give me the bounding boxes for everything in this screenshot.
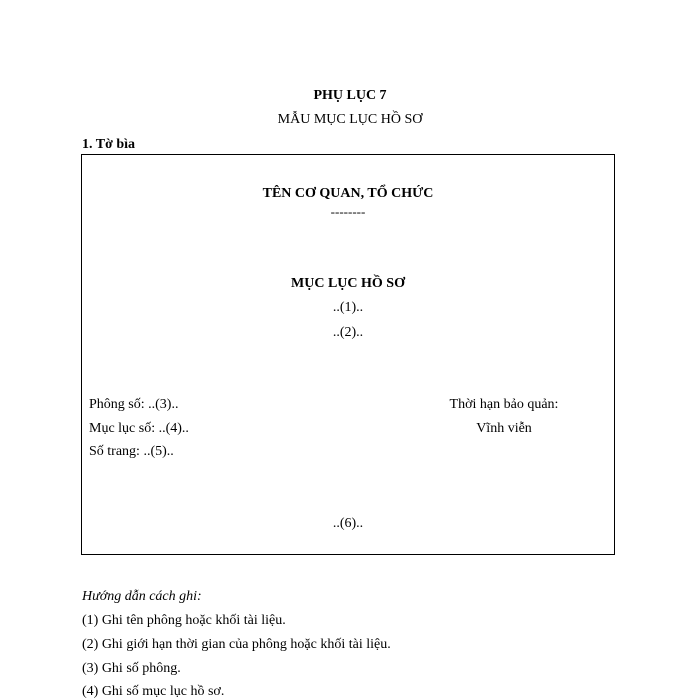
catalog-title: MỤC LỤC HỒ SƠ (291, 276, 405, 291)
field-phong-so: Phông số: ..(3).. (89, 397, 179, 412)
org-name: TÊN CƠ QUAN, TỔ CHỨC (262, 186, 434, 201)
cover-template-box (81, 154, 615, 555)
guide-title: Hướng dẫn cách ghi: (82, 589, 202, 604)
field-muc-luc-so: Mục lục số: ..(4).. (89, 421, 189, 436)
section-heading: 1. Tờ bìa (82, 137, 136, 152)
guide-item: (2) Ghi giới hạn thời gian của phông hoặc khối tài liệu. (82, 637, 391, 652)
placeholder-6: ..(6).. (332, 516, 364, 531)
retention-value: Vĩnh viễn (476, 421, 532, 436)
appendix-subtitle: MẪU MỤC LỤC HỒ SƠ (277, 112, 423, 127)
retention-label: Thời hạn bảo quản: (449, 397, 559, 412)
placeholder-1: ..(1).. (332, 300, 364, 315)
field-so-trang: Số trang: ..(5).. (89, 444, 174, 459)
guide-item: (3) Ghi số phông. (82, 661, 181, 676)
guide-item: (1) Ghi tên phông hoặc khối tài liệu. (82, 613, 286, 628)
org-divider-dashes: -------- (330, 204, 366, 219)
appendix-title: PHỤ LỤC 7 (313, 88, 387, 103)
guide-item: (4) Ghi số mục lục hồ sơ. (82, 684, 225, 699)
placeholder-2: ..(2).. (332, 325, 364, 340)
